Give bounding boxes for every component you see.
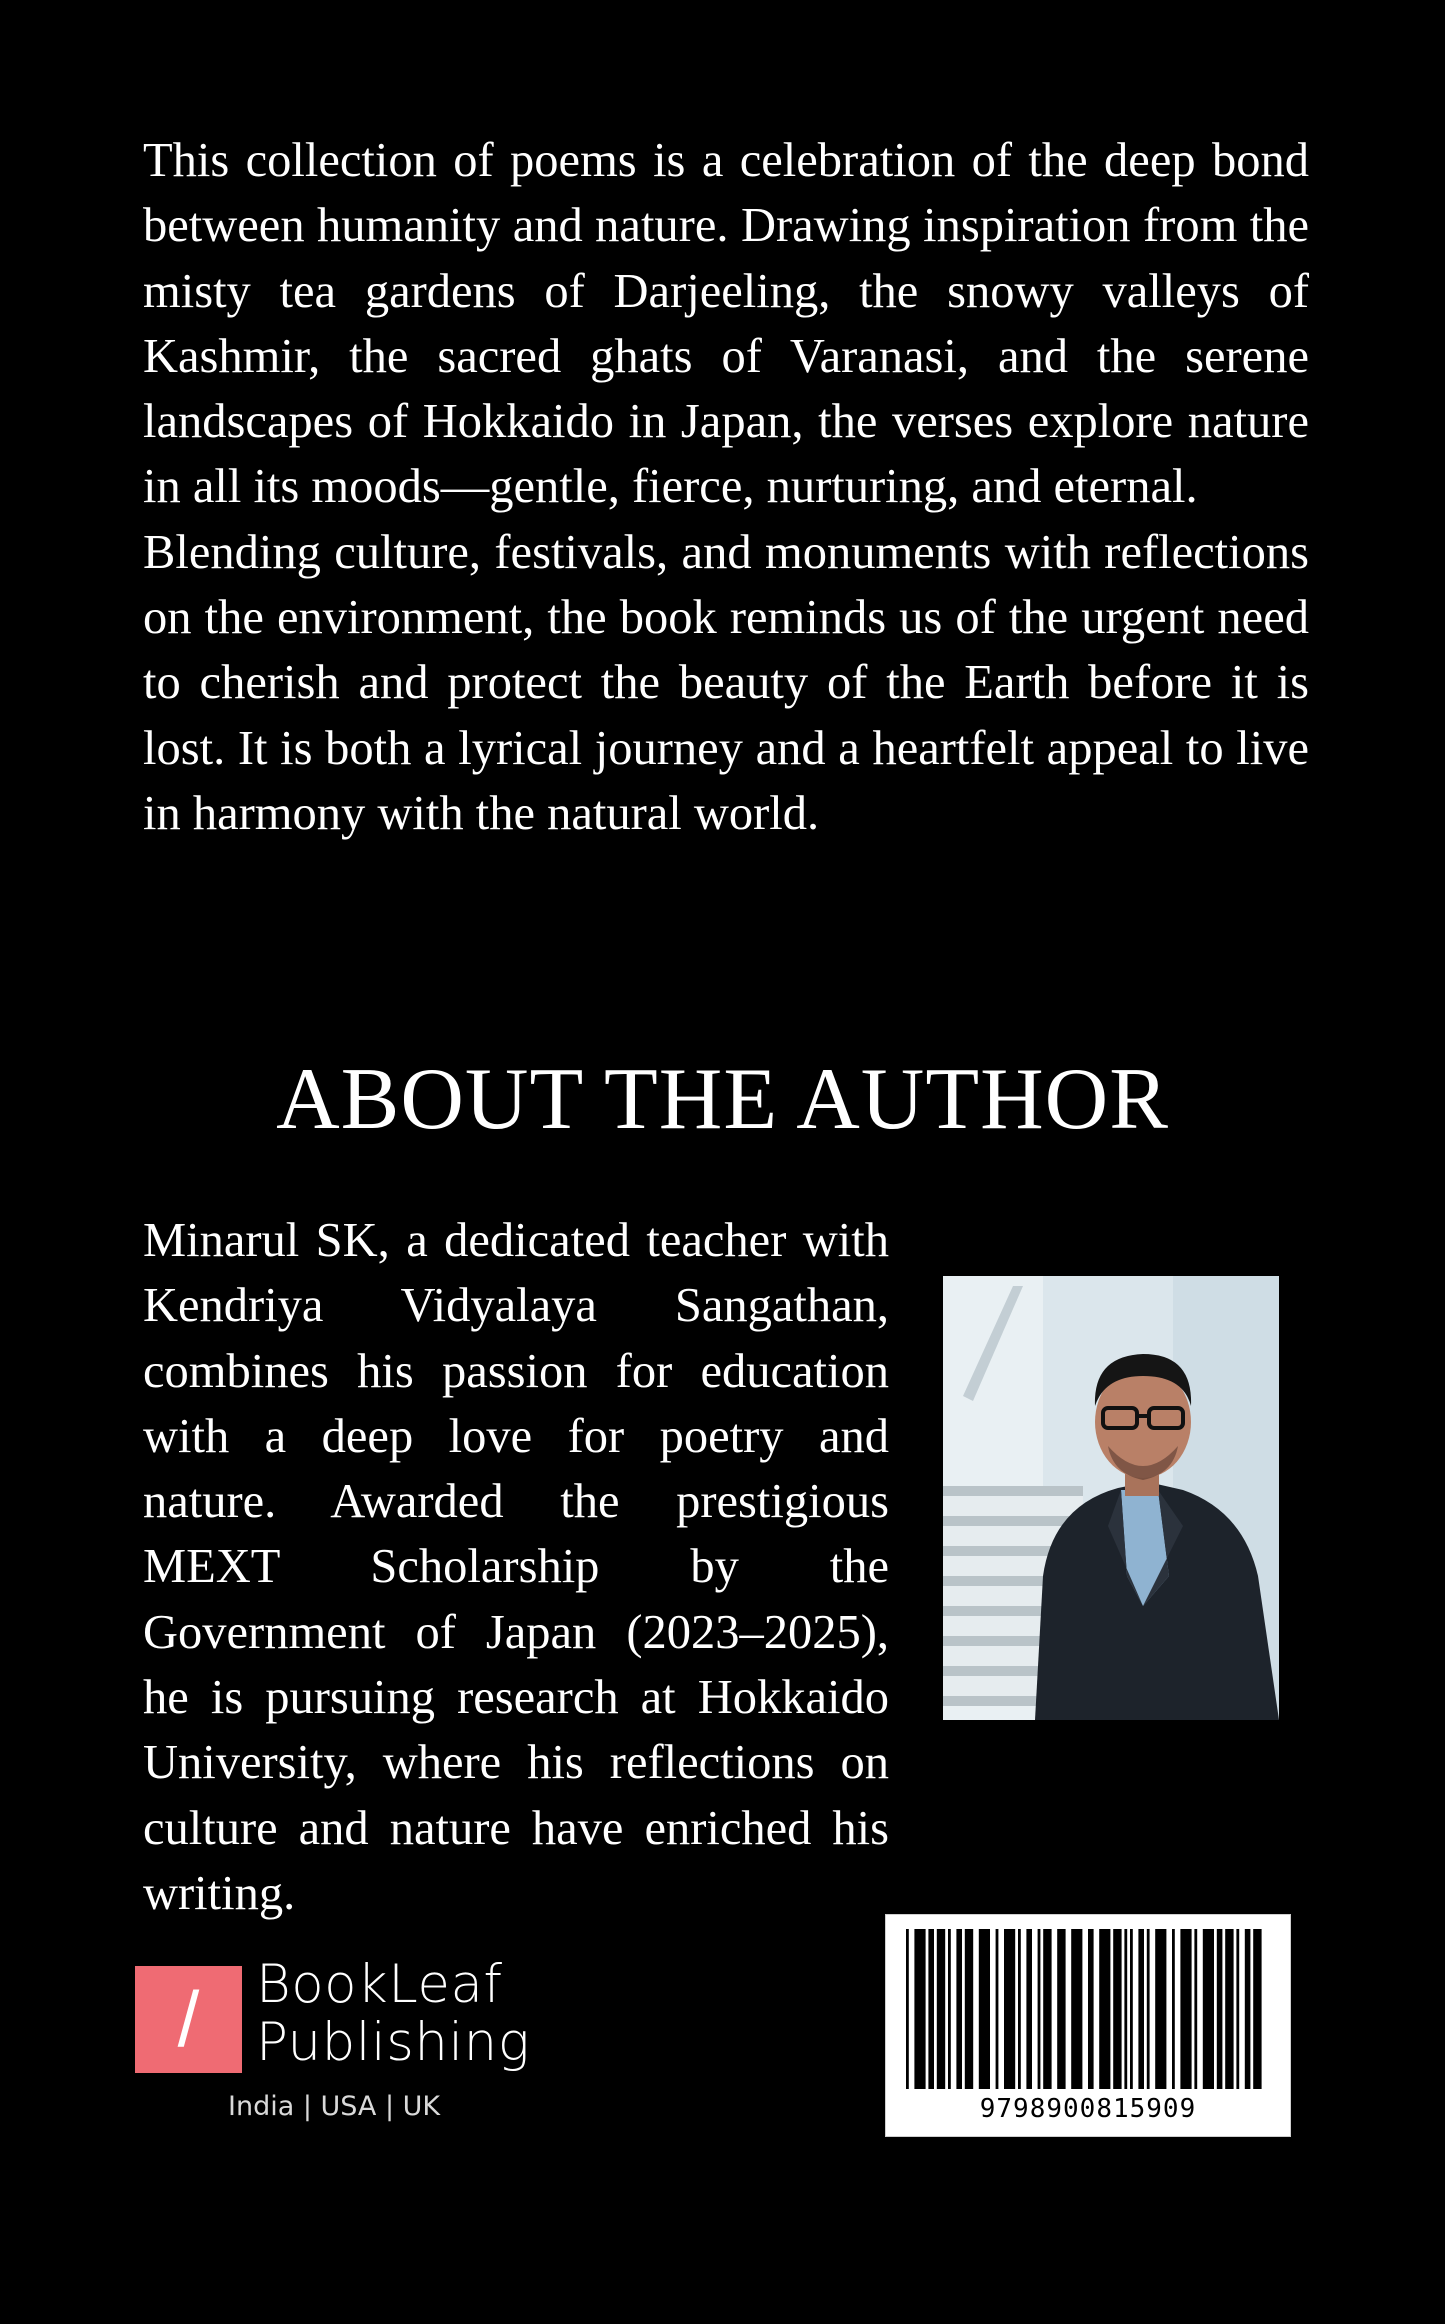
- barcode-bar: [1172, 1929, 1175, 2089]
- publisher-name-line-1: BookLeaf: [256, 1954, 503, 2015]
- barcode-bar: [906, 1929, 909, 2089]
- barcode-bar: [1155, 1929, 1166, 2089]
- barcode-bar: [1217, 1929, 1223, 2089]
- isbn-number: 9798900815909: [979, 2094, 1197, 2124]
- publisher-mark-glyph: /: [177, 1975, 200, 2063]
- barcode-bar: [1043, 1929, 1051, 2089]
- barcode-bar: [1194, 1929, 1197, 2089]
- barcode-bar: [1236, 1929, 1239, 2089]
- publisher-mark-icon: [135, 1966, 242, 2073]
- barcode-bar: [965, 1929, 973, 2089]
- publisher-name: [256, 1956, 530, 2072]
- barcode-bar: [928, 1929, 934, 2089]
- author-bio: Minarul SK, a dedicated teacher with Kendriya Vidyalaya Sangathan, combines his passion for education with a deep love for poetry and nature. Awarded the prestigious MEXT Scholarship by the Government of Japan (2023–2025), he is pursuing research at Hokkaido University, where his reflections on culture and nature have enriched his writing.: [143, 1214, 889, 1920]
- barcode-bar: [937, 1929, 945, 2089]
- barcode-bar: [1245, 1929, 1251, 2089]
- barcode-bar: [1180, 1929, 1191, 2089]
- barcode-bar: [1004, 1929, 1015, 2089]
- barcode-bar: [1253, 1929, 1261, 2089]
- barcode-bar: [979, 1929, 990, 2089]
- author-photo-illustration: [943, 1276, 1279, 1720]
- publisher-regions: India | USA | UK: [228, 2091, 441, 2122]
- barcode-bar: [1071, 1929, 1082, 2089]
- barcode-bar: [1113, 1929, 1121, 2089]
- blurb-paragraph-1: This collection of poems is a celebration of the deep bond between humanity and nature. Drawing inspiration from the misty tea gardens of Darjeeling, the snowy valleys of Kashmir, the sacred ghats of Varanasi, and the serene landscapes of Hokkaido in Japan, the verses explore nature in all its moods—gentle, fierce, nurturing, and eternal.: [143, 134, 1309, 514]
- barcode-bar: [1018, 1929, 1021, 2089]
- barcode-bar: [1088, 1929, 1094, 2089]
- isbn-barcode: [885, 1914, 1291, 2137]
- about-author-heading: ABOUT THE AUTHOR: [276, 1051, 1169, 1148]
- barcode-bar: [1026, 1929, 1032, 2089]
- blurb-paragraph-2: Blending culture, festivals, and monuments with reflections on the environment, the book reminds us of the urgent need to cherish and protect the beauty of the Earth before it is lost. It is both a lyrical journey and a heartfelt appeal to live in harmony with the natural world.: [143, 525, 1309, 840]
- publisher-name-line-2: Publishing: [256, 2012, 531, 2073]
- barcode-bar: [948, 1929, 951, 2089]
- barcode-bar: [914, 1929, 925, 2089]
- barcode-bar: [1225, 1929, 1233, 2089]
- barcode-bar: [1057, 1929, 1065, 2089]
- barcode-bar: [1130, 1929, 1133, 2089]
- barcode-bar: [1138, 1929, 1144, 2089]
- barcode-bar: [996, 1929, 999, 2089]
- barcode-bar: [956, 1929, 962, 2089]
- back-cover-blurb: [143, 128, 1309, 846]
- barcode-bar: [1038, 1929, 1041, 2089]
- barcode-bar: [1099, 1929, 1110, 2089]
- barcode-bar: [1203, 1929, 1214, 2089]
- publisher-logo: [135, 1954, 555, 2132]
- barcode-bar: [1147, 1929, 1150, 2089]
- author-photo: [943, 1276, 1279, 1720]
- barcode-bar: [1124, 1929, 1127, 2089]
